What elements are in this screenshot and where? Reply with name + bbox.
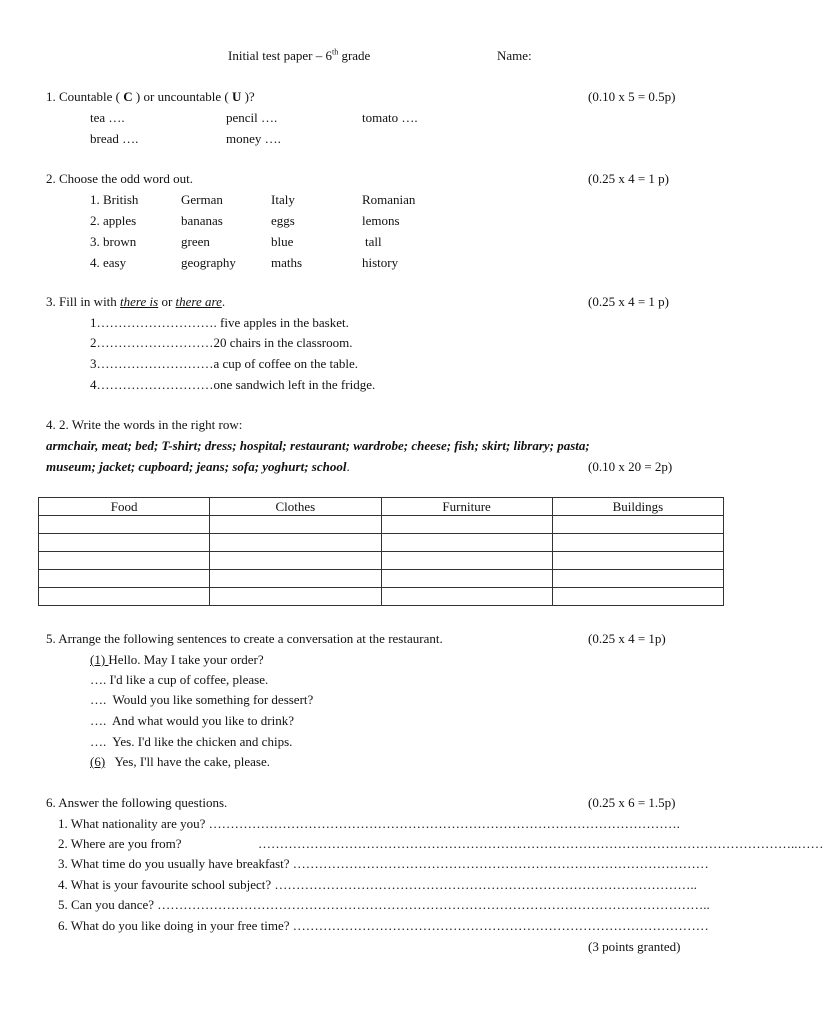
q3-or: or (158, 294, 176, 309)
q1-score: (0.10 x 5 = 0.5p) (588, 89, 676, 104)
q3-line: 2………………………20 chairs in the classroom. (90, 335, 353, 350)
table-header-clothes: Clothes (210, 498, 381, 516)
table-cell[interactable] (552, 570, 723, 588)
q5-line-text: And what would you like to drink? (112, 713, 295, 728)
table-header-food: Food (39, 498, 210, 516)
q6-title: 6. Answer the following questions. (46, 795, 228, 810)
title-prefix: Initial test paper – 6 (228, 48, 332, 63)
title-suffix: grade (338, 48, 371, 63)
q1-prefix: 1. Countable ( (46, 89, 124, 104)
table-row (39, 570, 724, 588)
table-row (39, 516, 724, 534)
q2-cell: blue (271, 234, 294, 249)
q5-line-text: Would you like something for dessert? (112, 692, 314, 707)
q5-line (90, 754, 270, 770)
table-cell[interactable] (210, 552, 381, 570)
q4-score: (0.10 x 20 = 2p) (588, 459, 673, 474)
page-title (228, 48, 370, 64)
table-cell[interactable] (552, 516, 723, 534)
q2-cell: bananas (181, 213, 223, 228)
q5-line (90, 713, 294, 729)
q5-title: 5. Arrange the following sentences to create a conversation at the restaurant. (46, 631, 443, 646)
table-header-buildings: Buildings (552, 498, 723, 516)
q2-cell: German (181, 192, 223, 207)
q5-line-number: …. (90, 713, 113, 728)
table-cell[interactable] (39, 534, 210, 552)
q2-cell: geography (181, 255, 236, 270)
points-granted-note: (3 points granted) (588, 939, 681, 954)
table-cell[interactable] (39, 588, 210, 606)
q4-words-line2: museum; jacket; cupboard; jeans; sofa; yoghurt; school (46, 459, 347, 474)
q6-question: 2. Where are you from? (58, 836, 182, 851)
q3-line: 3………………………a cup of coffee on the table. (90, 356, 358, 371)
table-cell[interactable] (210, 534, 381, 552)
q5-score: (0.25 x 4 = 1p) (588, 631, 666, 646)
q1-mid: ) or uncountable ( (132, 89, 232, 104)
q3-option-there-are: there are (175, 294, 222, 309)
q5-line-text: Yes. I'd like the chicken and chips. (112, 734, 293, 749)
q5-line-number: …. (90, 692, 113, 707)
q5-line-text: Hello. May I take your order? (108, 652, 264, 667)
table-cell[interactable] (381, 588, 552, 606)
q5-line-text: Yes, I'll have the cake, please. (105, 754, 270, 769)
table-cell[interactable] (381, 552, 552, 570)
q3-line: 4………………………one sandwich left in the fridge. (90, 377, 376, 392)
q6-question: 5. Can you dance? ……………………………………………………………………………………………………………….. (58, 897, 710, 912)
q1-item: bread …. (90, 131, 139, 146)
table-cell[interactable] (381, 570, 552, 588)
q3-title (46, 294, 225, 310)
table-cell[interactable] (210, 570, 381, 588)
q1-item: money …. (226, 131, 281, 146)
table-header-row (39, 498, 724, 516)
table-cell[interactable] (39, 570, 210, 588)
q1-countable-letter: C (123, 89, 133, 104)
table-cell[interactable] (210, 588, 381, 606)
table-cell[interactable] (381, 516, 552, 534)
name-label: Name: (497, 48, 532, 63)
q2-cell: 1. British (90, 192, 139, 207)
q2-cell: 4. easy (90, 255, 127, 270)
q1-item: tomato …. (362, 110, 418, 125)
table-cell[interactable] (552, 552, 723, 570)
category-table (38, 497, 724, 606)
table-cell[interactable] (210, 516, 381, 534)
q2-cell: maths (271, 255, 303, 270)
q5-line-text: I'd like a cup of coffee, please. (109, 672, 269, 687)
q5-line-number: …. (90, 734, 113, 749)
q1-uncountable-letter: U (231, 89, 242, 104)
q2-cell: eggs (271, 213, 295, 228)
q4-title: 4. 2. Write the words in the right row: (46, 417, 243, 432)
table-header-furniture: Furniture (381, 498, 552, 516)
q6-score: (0.25 x 6 = 1.5p) (588, 795, 676, 810)
table-cell[interactable] (39, 552, 210, 570)
q5-line (90, 672, 268, 688)
q5-line (90, 652, 264, 668)
q5-line-number: (6) (90, 754, 106, 769)
q1-title (46, 89, 255, 105)
q5-line (90, 734, 292, 750)
q1-suffix: )? (241, 89, 255, 104)
q6-question: 6. What do you like doing in your free time? …………………………………………………………………………………… (58, 918, 709, 933)
table-cell[interactable] (552, 534, 723, 552)
table-cell[interactable] (552, 588, 723, 606)
q2-cell: 2. apples (90, 213, 137, 228)
q3-line: 1………………………. five apples in the basket. (90, 315, 349, 330)
q5-line-number: …. (90, 672, 110, 687)
table-cell[interactable] (381, 534, 552, 552)
table-row (39, 552, 724, 570)
q4-word-list-line1: armchair, meat; bed; T-shirt; dress; hospital; restaurant; wardrobe; cheese; fish; skirt; library; pasta; (46, 438, 590, 453)
q3-dot: . (221, 294, 226, 309)
q1-item: tea …. (90, 110, 125, 125)
title-superscript: th (331, 47, 339, 57)
q6-answer-dots: ……………………………………………………………………………………………………………..…… (258, 836, 824, 851)
q6-question: 1. What nationality are you? ………………………………………………………………………………………………. (58, 816, 680, 831)
q4-word-list-line2 (46, 459, 350, 475)
q5-line (90, 692, 313, 708)
q3-prefix: 3. Fill in with (46, 294, 121, 309)
q1-item: pencil …. (226, 110, 278, 125)
table-cell[interactable] (39, 516, 210, 534)
q2-cell: 3. brown (90, 234, 137, 249)
q3-score: (0.25 x 4 = 1 p) (588, 294, 669, 309)
q6-question: 4. What is your favourite school subject? …………………………………………………………………………………….. (58, 877, 697, 892)
q2-cell: Italy (271, 192, 295, 207)
q4-words-end: . (346, 459, 350, 474)
q2-score: (0.25 x 4 = 1 p) (588, 171, 669, 186)
q2-cell: tall (365, 234, 382, 249)
q3-option-there-is: there is (120, 294, 159, 309)
q2-cell: lemons (362, 213, 400, 228)
q6-question: 3. What time do you usually have breakfast? …………………………………………………………………………………… (58, 856, 709, 871)
q2-cell: Romanian (362, 192, 416, 207)
table-row (39, 534, 724, 552)
q2-cell: green (181, 234, 210, 249)
table-row (39, 588, 724, 606)
q2-title: 2. Choose the odd word out. (46, 171, 193, 186)
q5-line-number: (1) (90, 652, 109, 667)
q2-cell: history (362, 255, 399, 270)
